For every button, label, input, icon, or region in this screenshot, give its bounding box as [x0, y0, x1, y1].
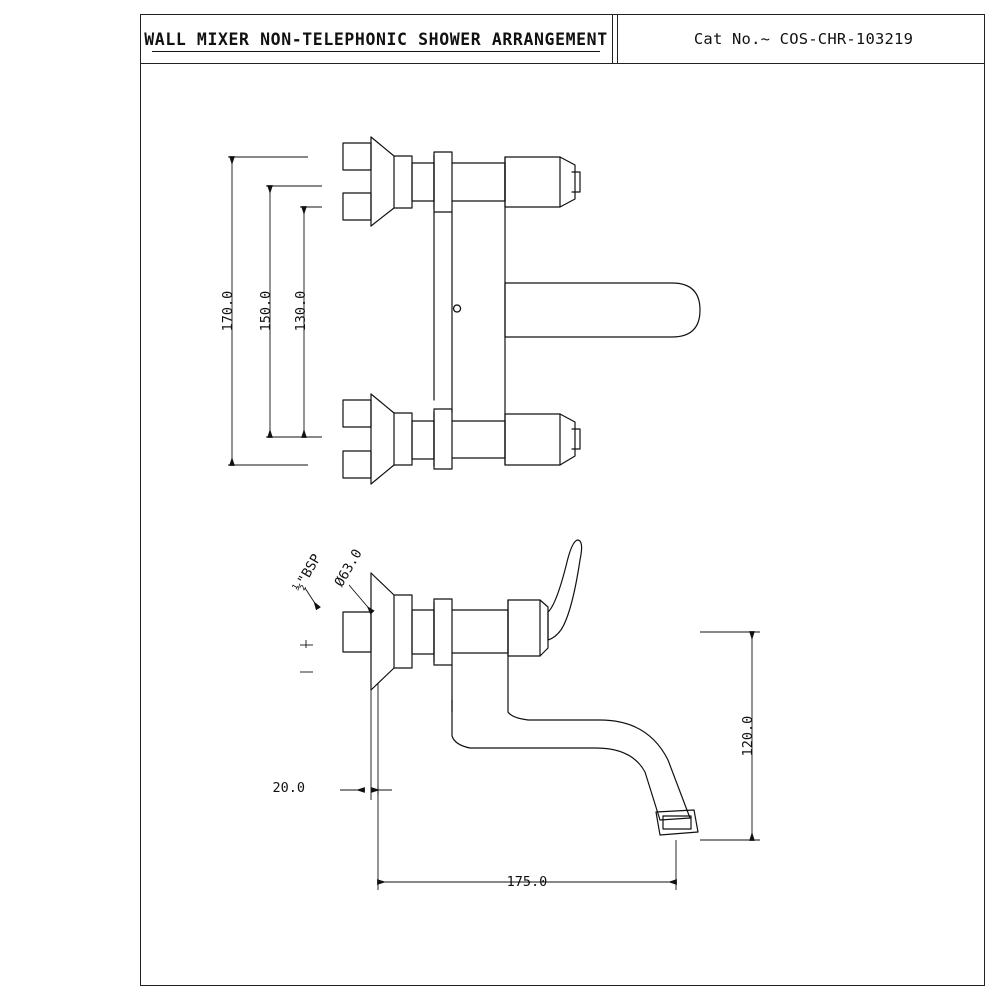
dim-bsp-label: ½"BSP: [290, 551, 325, 595]
dim-170-label: 170.0: [220, 290, 236, 332]
front-view-dimension-labels: [220, 291, 309, 332]
side-view-dimension-labels: [272, 546, 756, 890]
side-view-geometry: [343, 540, 698, 835]
catalog-number: Cat No.~ COS-CHR-103219: [693, 30, 914, 48]
dim-175-label: 175.0: [506, 874, 548, 890]
dim-130-label: 130.0: [293, 290, 309, 332]
side-view-dimensions: [300, 585, 760, 890]
front-view-geometry: [343, 137, 700, 484]
dim-20-label: 20.0: [272, 780, 305, 796]
dim-dia-63-label: Ø63.0: [331, 546, 366, 590]
dim-150-label: 150.0: [258, 290, 274, 332]
drawing-title: WALL MIXER NON-TELEPHONIC SHOWER ARRANGEMENT: [144, 29, 608, 49]
dim-120-label: 120.0: [740, 715, 756, 757]
